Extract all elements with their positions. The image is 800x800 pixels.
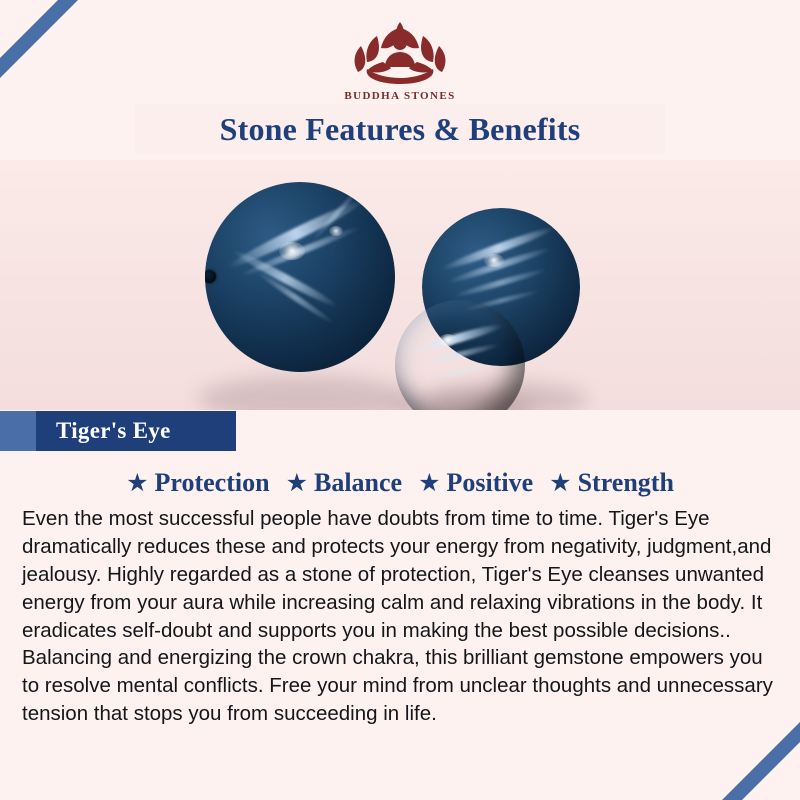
title-band bbox=[135, 104, 665, 154]
star-icon: ★ bbox=[285, 468, 308, 497]
brand-name: BUDDHA STONES bbox=[344, 90, 456, 102]
corner-decoration-bottom-right-inner bbox=[742, 742, 800, 800]
benefit-item-positive bbox=[412, 468, 539, 498]
benefit-label: Protection bbox=[154, 468, 270, 497]
benefit-item-balance bbox=[280, 468, 409, 498]
benefit-label: Positive bbox=[446, 468, 534, 497]
shadow-large-sphere bbox=[198, 375, 413, 410]
stone-name: Tiger's Eye bbox=[56, 418, 171, 443]
description-text: Even the most successful people have doubts from time to time. Tiger's Eye dramatically reduces these and protects your energy from negativity, judgment,and jealousy. Highly regarded as a stone of protection, Tiger's Eye cleanses unwanted energy from your aura while increasing calm and relaxing vibrations in the body. It eradicates self-doubt and supports you in making the best possible decisions.. Balancing and energizing the crown chakra, this brilliant gemstone empowers you to resolve mental conflicts. Free your mind from unclear thoughts and unnecessary tension that stops you from succeeding in life. bbox=[22, 507, 773, 726]
benefit-label: Balance bbox=[313, 468, 403, 497]
name-tab-rail bbox=[0, 411, 36, 451]
lotus-meditation-icon bbox=[335, 16, 465, 88]
benefit-item-strength bbox=[543, 468, 680, 498]
star-icon: ★ bbox=[418, 468, 441, 497]
star-icon: ★ bbox=[126, 468, 149, 497]
benefit-label: Strength bbox=[577, 468, 674, 497]
page-title: Stone Features & Benefits bbox=[219, 110, 581, 147]
stone-name-tab bbox=[36, 411, 236, 451]
brand-block bbox=[0, 16, 800, 102]
stone-photo bbox=[0, 160, 800, 410]
corner-decoration-top-left-inner bbox=[0, 0, 58, 58]
sphere-large bbox=[205, 182, 395, 372]
star-icon: ★ bbox=[549, 468, 572, 497]
benefit-item-protection bbox=[120, 468, 275, 498]
benefits-row bbox=[0, 460, 800, 506]
